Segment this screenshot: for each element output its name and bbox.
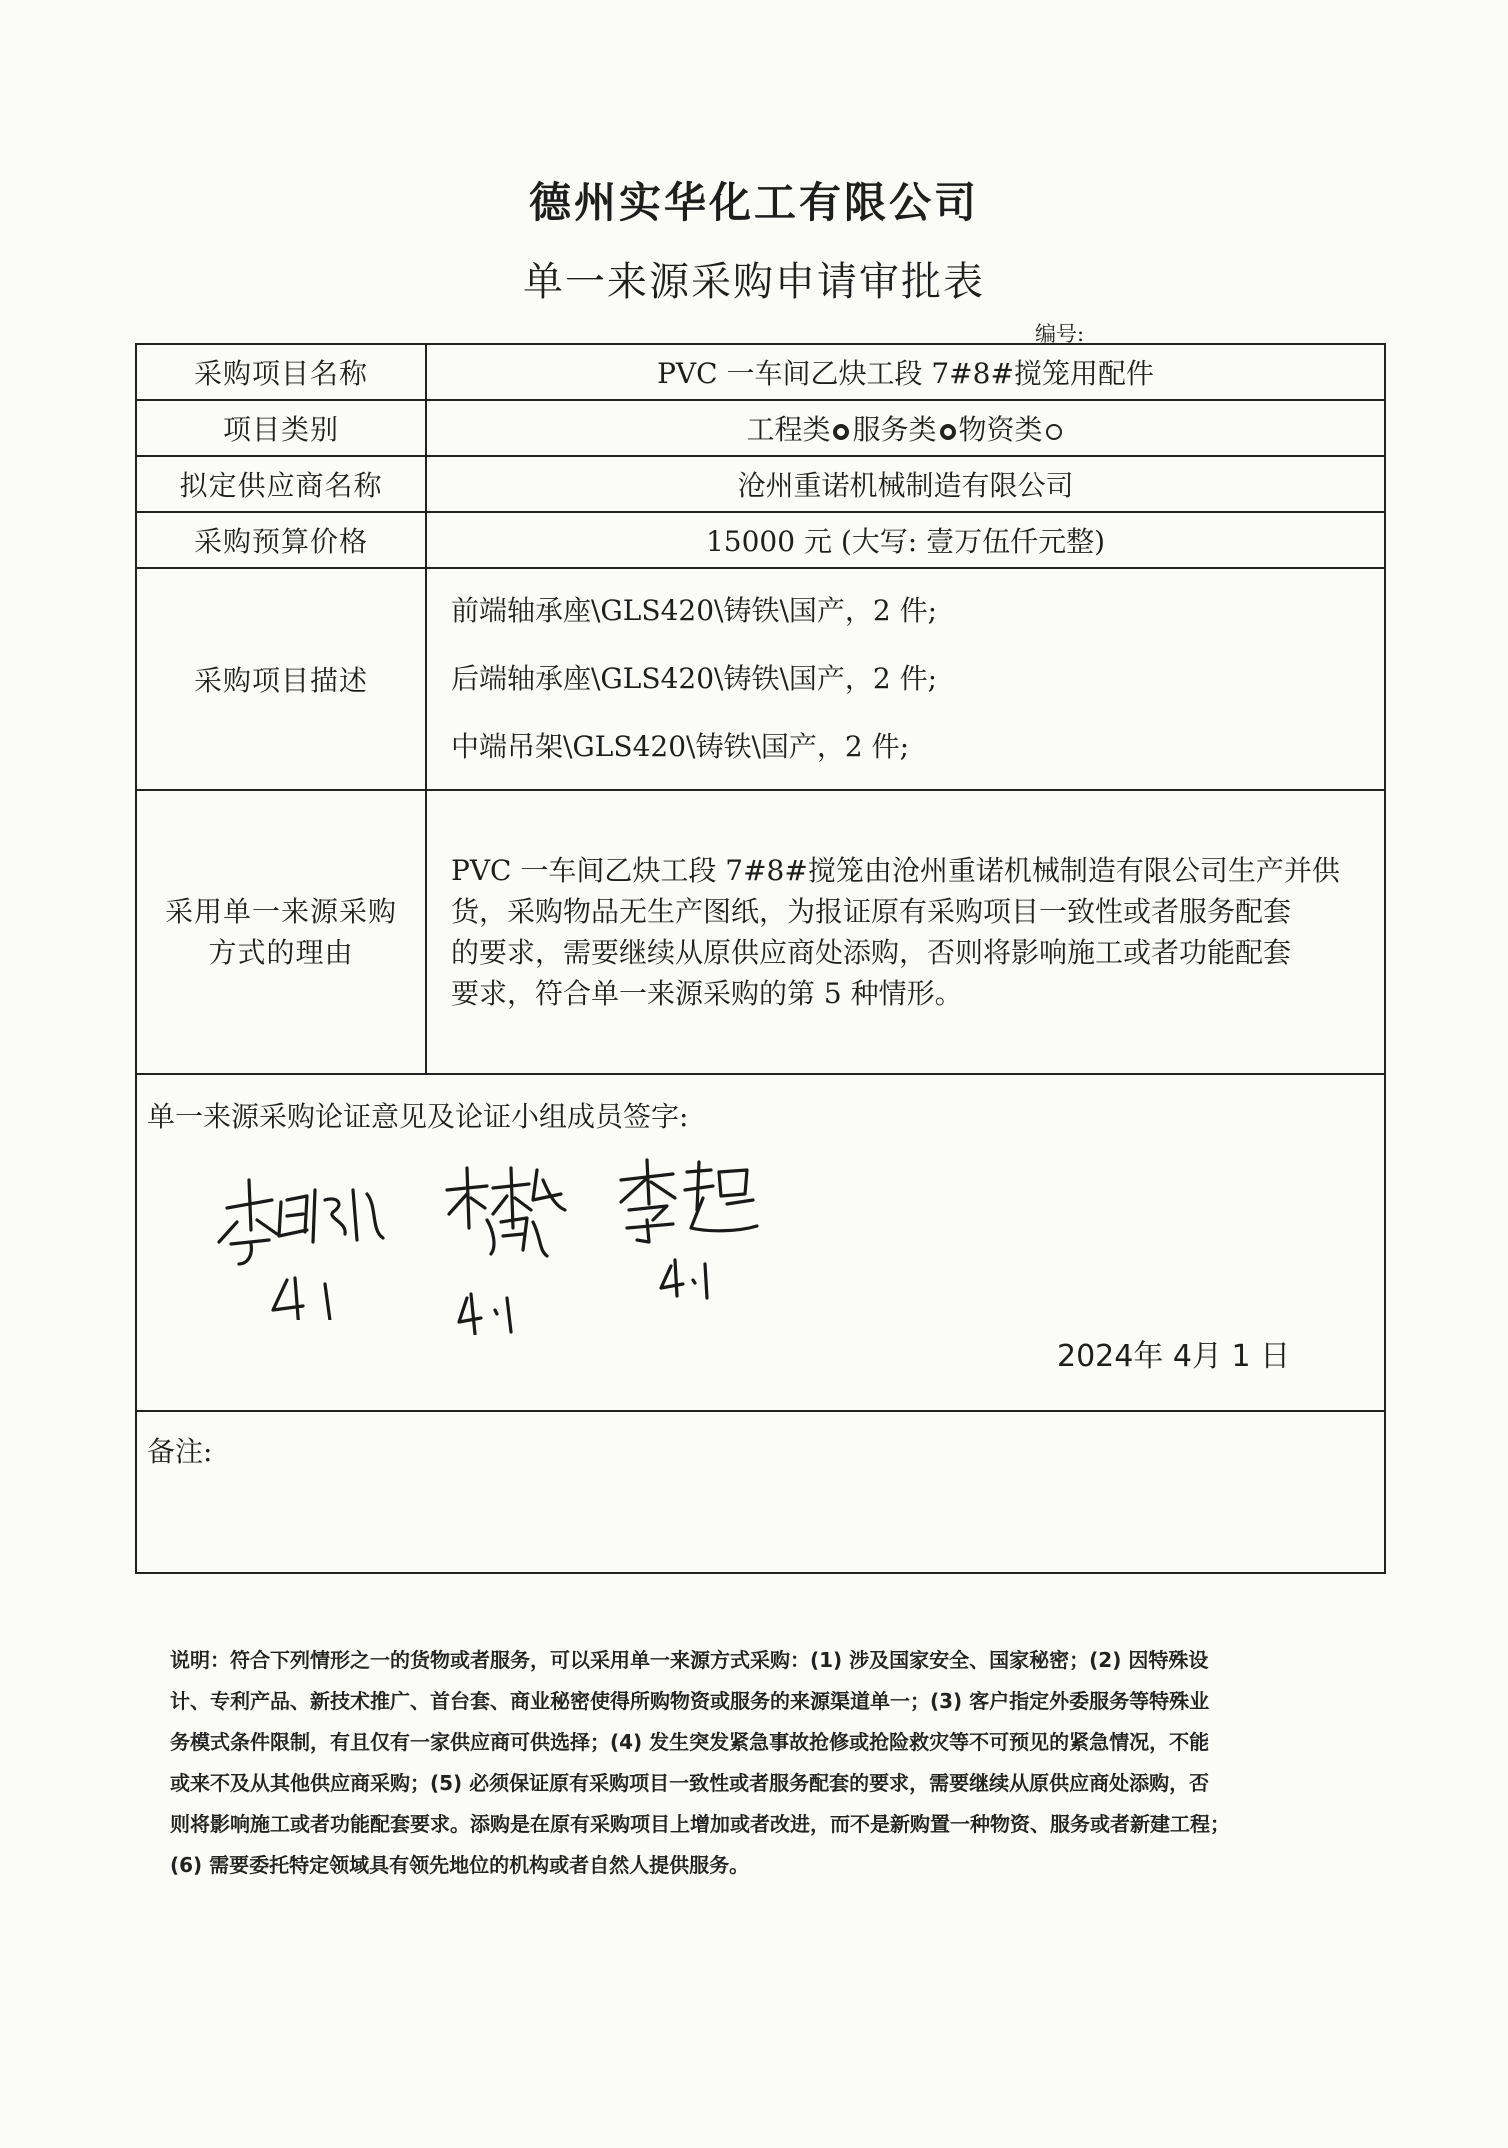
description-item: 中端吊架\GLS420\铸铁\国产，2 件;	[451, 730, 910, 763]
signature-date: 2024年 4月 1 日	[1057, 1339, 1291, 1374]
remarks-section	[136, 1411, 1385, 1573]
radio-filled-icon	[940, 424, 956, 440]
description-label: 采购项目描述	[136, 568, 426, 790]
row-reason	[136, 790, 1385, 1074]
row-description	[136, 568, 1385, 790]
reason-line: PVC 一车间乙炔工段 7#8#搅笼由沧州重诺机械制造有限公司生产并供	[451, 854, 1340, 887]
project-name-value: PVC 一车间乙炔工段 7#8#搅笼用配件	[426, 344, 1385, 400]
note-line: 计、专利产品、新技术推广、首台套、商业秘密使得所购物资或服务的来源渠道单一；(3) 客户指定外委服务等特殊业	[170, 1689, 1210, 1713]
description-value	[426, 568, 1385, 790]
category-option-materials: 物资类	[958, 413, 1043, 446]
budget-label: 采购预算价格	[136, 512, 426, 568]
reason-label	[136, 790, 426, 1074]
category-value	[426, 400, 1385, 456]
supplier-label: 拟定供应商名称	[136, 456, 426, 512]
category-option-engineering: 工程类	[746, 413, 831, 446]
description-item: 后端轴承座\GLS420\铸铁\国产，2 件;	[451, 662, 938, 695]
radio-filled-icon	[833, 424, 849, 440]
note-line: 则将影响施工或者功能配套要求。添购是在原有采购项目上增加或者改进，而不是新购置一种物资、服务或者新建工程；	[170, 1812, 1230, 1836]
form-title: 单一来源采购申请审批表	[523, 259, 985, 305]
remarks-label: 备注:	[147, 1435, 213, 1468]
reason-line: 的要求，需要继续从原供应商处添购，否则将影响施工或者功能配套	[451, 936, 1292, 969]
row-project-name	[136, 344, 1385, 400]
approval-form-table	[135, 343, 1386, 1574]
row-signatures	[136, 1074, 1385, 1411]
budget-value: 15000 元 (大写: 壹万伍仟元整)	[426, 512, 1385, 568]
serial-number-label: 编号:	[1035, 322, 1085, 346]
reason-line: 货，采购物品无生产图纸，为报证原有采购项目一致性或者服务配套	[451, 895, 1292, 928]
reason-label-line: 方式的理由	[208, 936, 354, 969]
reason-label-line: 采用单一来源采购	[164, 895, 397, 928]
reason-line: 要求，符合单一来源采购的第 5 种情形。	[451, 977, 963, 1010]
note-line: 或来不及从其他供应商采购；(5) 必须保证原有采购项目一致性或者服务配套的要求，需要继续从原供应商处添购，否	[170, 1771, 1210, 1795]
category-option-service: 服务类	[852, 413, 937, 446]
row-budget	[136, 512, 1385, 568]
project-name-label: 采购项目名称	[136, 344, 426, 400]
handwritten-signature-1	[207, 1160, 427, 1320]
company-name: 德州实华化工有限公司	[528, 178, 979, 227]
handwritten-signature-2	[437, 1150, 577, 1335]
note-line: (6) 需要委托特定领域具有领先地位的机构或者自然人提供服务。	[170, 1853, 750, 1877]
supplier-value: 沧州重诺机械制造有限公司	[426, 456, 1385, 512]
category-label: 项目类别	[136, 400, 426, 456]
row-category	[136, 400, 1385, 456]
reason-value	[426, 790, 1385, 1074]
row-supplier	[136, 456, 1385, 512]
procurement-conditions-note	[170, 1640, 1396, 1886]
note-line: 说明：符合下列情形之一的货物或者服务，可以采用单一来源方式采购：(1) 涉及国家安全、国家秘密；(2) 因特殊设	[170, 1648, 1209, 1672]
note-line: 务模式条件限制，有且仅有一家供应商可供选择；(4) 发生突发紧急事故抢修或抢险救灾等不可预见的紧急情况，不能	[170, 1730, 1210, 1754]
radio-empty-icon	[1046, 424, 1062, 440]
signature-section	[136, 1074, 1385, 1411]
row-remarks	[136, 1411, 1385, 1573]
signature-label: 单一来源采购论证意见及论证小组成员签字:	[147, 1100, 689, 1133]
description-item: 前端轴承座\GLS420\铸铁\国产，2 件;	[451, 594, 938, 627]
handwritten-signature-3	[607, 1150, 767, 1300]
